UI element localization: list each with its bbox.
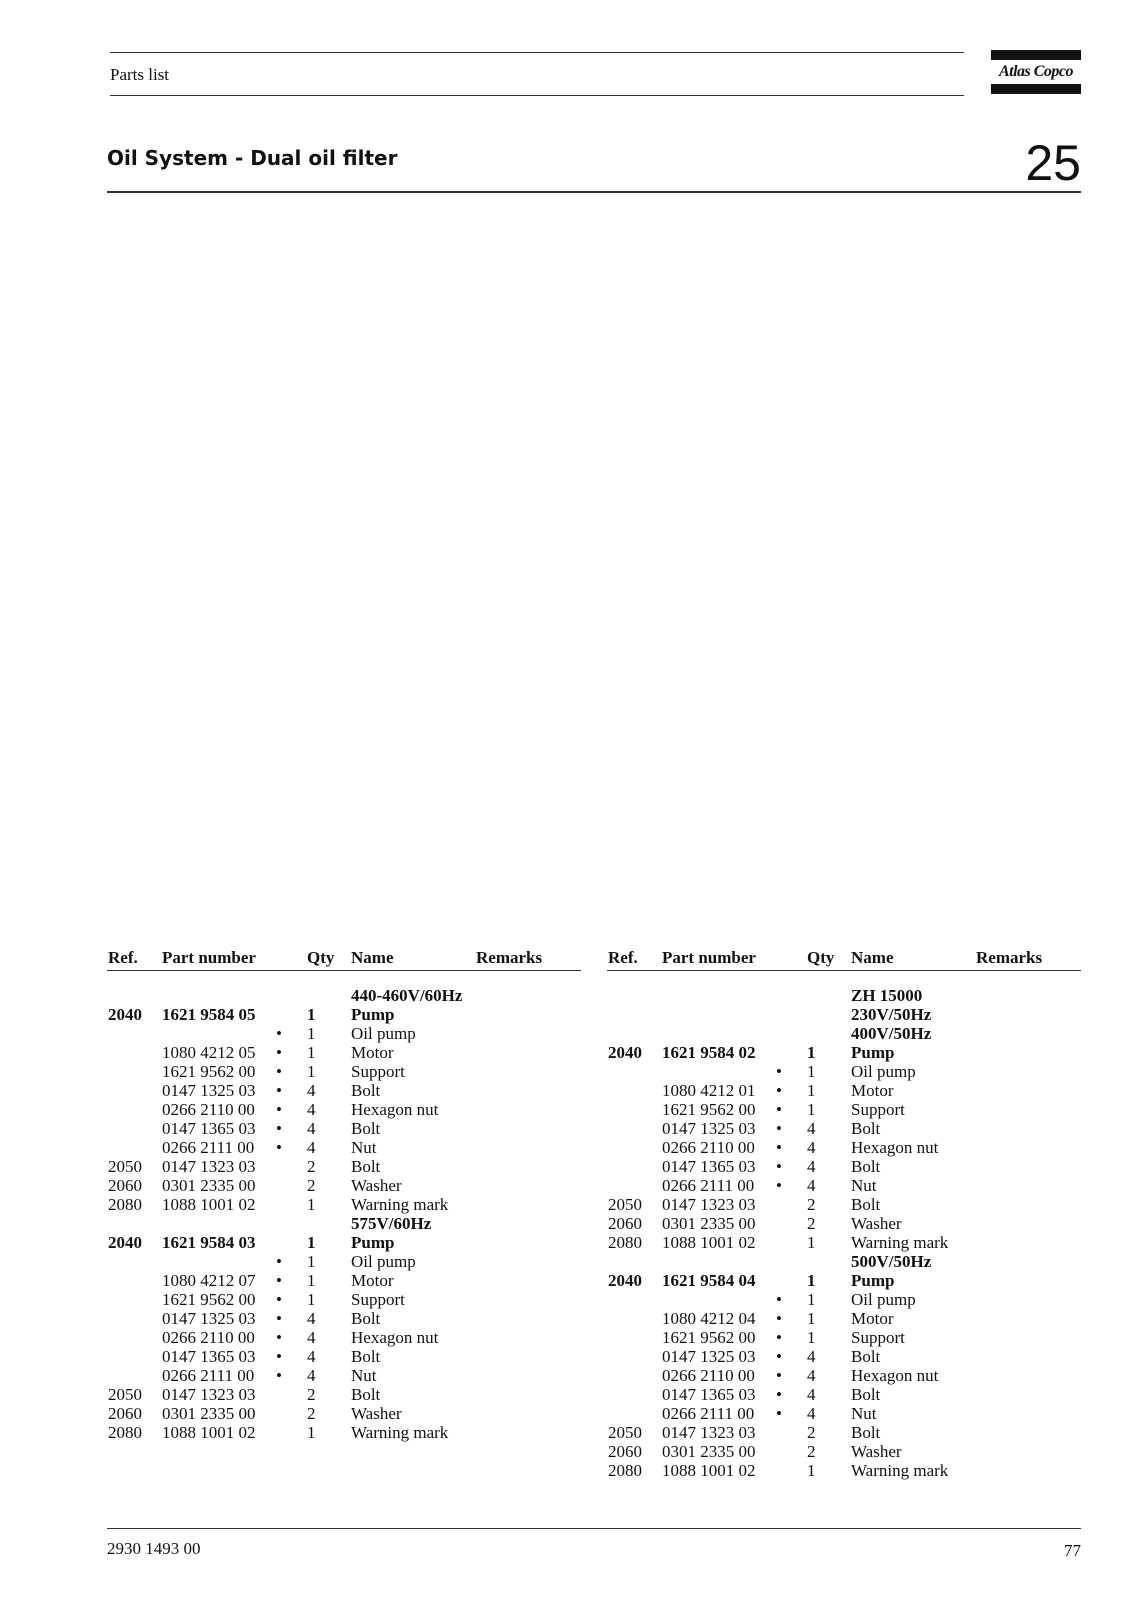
name-cell: Bolt [351, 1081, 381, 1100]
part-number-cell: 1621 9584 04 [662, 1271, 756, 1290]
part-number-cell: 1621 9584 03 [162, 1233, 256, 1252]
qty-cell: 1 [807, 1271, 816, 1290]
part-number-cell: 0266 2111 00 [162, 1138, 255, 1157]
name-cell: Motor [351, 1043, 394, 1062]
ref-cell: 2060 [608, 1214, 642, 1233]
table-row [608, 1385, 1078, 1404]
part-number-cell: 1080 4212 07 [162, 1271, 256, 1290]
table-row [608, 1176, 1078, 1195]
ref-cell: 2080 [608, 1461, 642, 1480]
table-row [108, 1157, 578, 1176]
name-cell: Oil pump [351, 1024, 416, 1043]
part-number-cell: 0147 1325 03 [162, 1081, 256, 1100]
name-cell: Warning mark [851, 1233, 949, 1252]
bullet-mark: • [276, 1138, 282, 1157]
logo-wordmark: Atlas Copco [998, 63, 1074, 80]
table-row [608, 1252, 1078, 1271]
name-cell: Bolt [851, 1385, 881, 1404]
table-row [108, 1423, 578, 1442]
name-cell: Pump [351, 1233, 395, 1252]
name-cell: Pump [851, 1271, 895, 1290]
qty-cell: 4 [307, 1138, 316, 1157]
name-cell: Pump [851, 1043, 895, 1062]
bullet-mark: • [276, 1252, 282, 1271]
part-number-cell: 0266 2111 00 [162, 1366, 255, 1385]
right-col-qty: Qty [807, 948, 835, 967]
table-row [608, 1195, 1078, 1214]
bullet-mark: • [776, 1081, 782, 1100]
qty-cell: 2 [807, 1195, 816, 1214]
ref-cell: 2040 [608, 1271, 642, 1290]
name-cell: Bolt [351, 1309, 381, 1328]
section-number: 25 [1025, 135, 1081, 191]
part-number-cell: 0147 1365 03 [662, 1385, 756, 1404]
table-row [608, 1100, 1078, 1119]
name-cell: Nut [851, 1176, 877, 1195]
bullet-mark: • [276, 1119, 282, 1138]
table-row [108, 1005, 578, 1024]
qty-cell: 2 [807, 1423, 816, 1442]
qty-cell: 1 [307, 1233, 316, 1252]
left-table-header-rule [107, 970, 581, 971]
part-number-cell: 1621 9562 00 [162, 1290, 256, 1309]
qty-cell: 4 [307, 1081, 316, 1100]
table-row [608, 1138, 1078, 1157]
right-table-header-rule [607, 970, 1081, 971]
ref-cell: 2040 [108, 1005, 142, 1024]
header-label: Parts list [110, 65, 170, 84]
table-row [108, 1385, 578, 1404]
ref-cell: 2060 [608, 1442, 642, 1461]
bullet-mark: • [776, 1366, 782, 1385]
qty-cell: 1 [307, 1024, 316, 1043]
part-number-cell: 0301 2335 00 [162, 1176, 256, 1195]
name-cell: Bolt [851, 1157, 881, 1176]
table-row [608, 1233, 1078, 1252]
bullet-mark: • [276, 1043, 282, 1062]
part-number-cell: 1621 9584 02 [662, 1043, 756, 1062]
bullet-mark: • [776, 1328, 782, 1347]
table-row [608, 1328, 1078, 1347]
table-row [108, 1024, 578, 1043]
qty-cell: 4 [307, 1100, 316, 1119]
bullet-mark: • [776, 1309, 782, 1328]
name-cell: Motor [351, 1271, 394, 1290]
table-row [608, 1309, 1078, 1328]
ref-cell: 2080 [108, 1195, 142, 1214]
ref-cell: 2050 [608, 1195, 642, 1214]
right-col-partnumber: Part number [662, 948, 756, 967]
right-col-name: Name [851, 948, 894, 967]
table-row [608, 1005, 1078, 1024]
bullet-mark: • [776, 1157, 782, 1176]
atlas-copco-logo [991, 50, 1081, 94]
table-row [608, 986, 1078, 1005]
table-row [608, 1043, 1078, 1062]
name-cell: Pump [351, 1005, 395, 1024]
name-cell: Bolt [851, 1347, 881, 1366]
ref-cell: 2050 [608, 1423, 642, 1442]
right-col-ref: Ref. [608, 948, 638, 967]
section-title-rule [107, 191, 1081, 193]
qty-cell: 1 [807, 1062, 816, 1081]
qty-cell: 4 [307, 1119, 316, 1138]
table-row [608, 1081, 1078, 1100]
name-cell: Warning mark [851, 1461, 949, 1480]
qty-cell: 2 [307, 1157, 316, 1176]
table-row [108, 1271, 578, 1290]
part-number-cell: 0301 2335 00 [162, 1404, 256, 1423]
table-row [108, 1195, 578, 1214]
part-number-cell: 1621 9562 00 [662, 1100, 756, 1119]
qty-cell: 1 [807, 1233, 816, 1252]
table-row [108, 1214, 578, 1233]
qty-cell: 4 [807, 1176, 816, 1195]
part-number-cell: 0266 2110 00 [162, 1100, 255, 1119]
table-row [108, 1176, 578, 1195]
ref-cell: 2040 [108, 1233, 142, 1252]
qty-cell: 1 [307, 1005, 316, 1024]
part-number-cell: 0301 2335 00 [662, 1442, 756, 1461]
name-cell: Washer [351, 1176, 402, 1195]
part-number-cell: 0147 1323 03 [662, 1195, 756, 1214]
table-row [108, 1100, 578, 1119]
qty-cell: 1 [807, 1043, 816, 1062]
qty-cell: 1 [307, 1423, 316, 1442]
table-row [108, 1328, 578, 1347]
bullet-mark: • [776, 1062, 782, 1081]
ref-cell: 2050 [108, 1385, 142, 1404]
table-row [608, 1404, 1078, 1423]
table-row [608, 1024, 1078, 1043]
name-cell: Support [851, 1328, 905, 1347]
bullet-mark: • [776, 1138, 782, 1157]
part-number-cell: 0147 1325 03 [662, 1347, 756, 1366]
qty-cell: 4 [807, 1119, 816, 1138]
name-cell: 440-460V/60Hz [351, 986, 463, 1005]
name-cell: Oil pump [851, 1290, 916, 1309]
part-number-cell: 0266 2110 00 [662, 1138, 755, 1157]
name-cell: 230V/50Hz [851, 1005, 932, 1024]
table-row [108, 1081, 578, 1100]
left-col-partnumber: Part number [162, 948, 256, 967]
table-row [608, 1290, 1078, 1309]
part-number-cell: 0147 1365 03 [162, 1119, 256, 1138]
name-cell: Nut [851, 1404, 877, 1423]
bullet-mark: • [276, 1290, 282, 1309]
footer-rule [107, 1528, 1081, 1529]
part-number-cell: 0147 1325 03 [662, 1119, 756, 1138]
left-col-remarks: Remarks [476, 948, 543, 967]
part-number-cell: 1088 1001 02 [162, 1423, 256, 1442]
qty-cell: 4 [807, 1366, 816, 1385]
qty-cell: 2 [307, 1176, 316, 1195]
name-cell: Bolt [851, 1195, 881, 1214]
ref-cell: 2060 [108, 1176, 142, 1195]
bullet-mark: • [276, 1081, 282, 1100]
qty-cell: 1 [807, 1290, 816, 1309]
name-cell: Warning mark [351, 1423, 449, 1442]
bullet-mark: • [776, 1385, 782, 1404]
part-number-cell: 1088 1001 02 [662, 1461, 756, 1480]
qty-cell: 1 [807, 1081, 816, 1100]
qty-cell: 4 [807, 1385, 816, 1404]
name-cell: Nut [351, 1366, 377, 1385]
part-number-cell: 1088 1001 02 [662, 1233, 756, 1252]
name-cell: Bolt [351, 1119, 381, 1138]
name-cell: Hexagon nut [851, 1366, 939, 1385]
part-number-cell: 0147 1323 03 [162, 1385, 256, 1404]
bullet-mark: • [276, 1024, 282, 1043]
qty-cell: 1 [307, 1252, 316, 1271]
logo-bottom-bar [991, 84, 1081, 94]
ref-cell: 2060 [108, 1404, 142, 1423]
qty-cell: 4 [807, 1157, 816, 1176]
qty-cell: 1 [807, 1328, 816, 1347]
table-row [108, 1252, 578, 1271]
qty-cell: 4 [807, 1347, 816, 1366]
name-cell: Washer [851, 1442, 902, 1461]
qty-cell: 4 [807, 1404, 816, 1423]
header-top-rule [110, 52, 964, 53]
name-cell: 400V/50Hz [851, 1024, 932, 1043]
name-cell: Motor [851, 1309, 894, 1328]
bullet-mark: • [776, 1347, 782, 1366]
qty-cell: 1 [307, 1290, 316, 1309]
part-number-cell: 0147 1323 03 [662, 1423, 756, 1442]
qty-cell: 2 [307, 1385, 316, 1404]
name-cell: Support [351, 1062, 405, 1081]
table-row [108, 1347, 578, 1366]
qty-cell: 1 [307, 1195, 316, 1214]
table-row [608, 1423, 1078, 1442]
part-number-cell: 1621 9584 05 [162, 1005, 256, 1024]
name-cell: Nut [351, 1138, 377, 1157]
qty-cell: 2 [807, 1442, 816, 1461]
qty-cell: 1 [807, 1461, 816, 1480]
name-cell: Oil pump [851, 1062, 916, 1081]
document-number: 2930 1493 00 [107, 1539, 201, 1558]
table-row [108, 1366, 578, 1385]
bullet-mark: • [776, 1404, 782, 1423]
name-cell: Warning mark [351, 1195, 449, 1214]
qty-cell: 4 [307, 1328, 316, 1347]
part-number-cell: 0147 1365 03 [662, 1157, 756, 1176]
qty-cell: 1 [307, 1062, 316, 1081]
table-row [108, 1138, 578, 1157]
table-row [108, 1309, 578, 1328]
name-cell: Bolt [851, 1423, 881, 1442]
table-row [608, 1062, 1078, 1081]
table-row [608, 1157, 1078, 1176]
name-cell: Support [351, 1290, 405, 1309]
table-row [608, 1119, 1078, 1138]
qty-cell: 4 [307, 1347, 316, 1366]
page-number: 77 [1064, 1541, 1081, 1560]
part-number-cell: 1080 4212 01 [662, 1081, 756, 1100]
name-cell: Hexagon nut [351, 1328, 439, 1347]
table-row [108, 986, 578, 1005]
ref-cell: 2040 [608, 1043, 642, 1062]
name-cell: Hexagon nut [851, 1138, 939, 1157]
name-cell: ZH 15000 [851, 986, 923, 1005]
part-number-cell: 1080 4212 05 [162, 1043, 256, 1062]
logo-top-bar [991, 50, 1081, 60]
part-number-cell: 1621 9562 00 [662, 1328, 756, 1347]
left-col-ref: Ref. [108, 948, 138, 967]
ref-cell: 2080 [608, 1233, 642, 1252]
bullet-mark: • [276, 1100, 282, 1119]
qty-cell: 1 [807, 1100, 816, 1119]
name-cell: Washer [351, 1404, 402, 1423]
table-row [608, 1366, 1078, 1385]
bullet-mark: • [276, 1062, 282, 1081]
ref-cell: 2080 [108, 1423, 142, 1442]
name-cell: 500V/50Hz [851, 1252, 932, 1271]
part-number-cell: 0147 1325 03 [162, 1309, 256, 1328]
qty-cell: 2 [307, 1404, 316, 1423]
qty-cell: 4 [307, 1366, 316, 1385]
table-row [608, 1461, 1078, 1480]
bullet-mark: • [276, 1271, 282, 1290]
table-row [608, 1214, 1078, 1233]
qty-cell: 4 [807, 1138, 816, 1157]
name-cell: Support [851, 1100, 905, 1119]
qty-cell: 1 [307, 1271, 316, 1290]
table-row [108, 1290, 578, 1309]
name-cell: 575V/60Hz [351, 1214, 432, 1233]
name-cell: Hexagon nut [351, 1100, 439, 1119]
table-row [108, 1119, 578, 1138]
table-row [108, 1233, 578, 1252]
bullet-mark: • [276, 1366, 282, 1385]
qty-cell: 1 [307, 1043, 316, 1062]
name-cell: Bolt [351, 1385, 381, 1404]
table-row [108, 1404, 578, 1423]
table-row [108, 1062, 578, 1081]
name-cell: Motor [851, 1081, 894, 1100]
right-col-remarks: Remarks [976, 948, 1043, 967]
ref-cell: 2050 [108, 1157, 142, 1176]
name-cell: Washer [851, 1214, 902, 1233]
name-cell: Bolt [351, 1157, 381, 1176]
part-number-cell: 0266 2110 00 [162, 1328, 255, 1347]
bullet-mark: • [776, 1176, 782, 1195]
table-row [608, 1442, 1078, 1461]
name-cell: Oil pump [351, 1252, 416, 1271]
left-col-qty: Qty [307, 948, 335, 967]
part-number-cell: 1080 4212 04 [662, 1309, 756, 1328]
qty-cell: 4 [307, 1309, 316, 1328]
table-row [108, 1043, 578, 1062]
bullet-mark: • [276, 1328, 282, 1347]
part-number-cell: 0147 1365 03 [162, 1347, 256, 1366]
section-title: Oil System - Dual oil filter [107, 146, 398, 170]
bullet-mark: • [276, 1347, 282, 1366]
bullet-mark: • [776, 1119, 782, 1138]
part-number-cell: 1621 9562 00 [162, 1062, 256, 1081]
table-row [608, 1347, 1078, 1366]
part-number-cell: 0147 1323 03 [162, 1157, 256, 1176]
left-col-name: Name [351, 948, 394, 967]
part-number-cell: 0266 2111 00 [662, 1176, 755, 1195]
table-row [608, 1271, 1078, 1290]
part-number-cell: 0266 2110 00 [662, 1366, 755, 1385]
part-number-cell: 0301 2335 00 [662, 1214, 756, 1233]
qty-cell: 2 [807, 1214, 816, 1233]
bullet-mark: • [776, 1290, 782, 1309]
part-number-cell: 1088 1001 02 [162, 1195, 256, 1214]
part-number-cell: 0266 2111 00 [662, 1404, 755, 1423]
bullet-mark: • [776, 1100, 782, 1119]
bullet-mark: • [276, 1309, 282, 1328]
name-cell: Bolt [851, 1119, 881, 1138]
name-cell: Bolt [351, 1347, 381, 1366]
header-bottom-rule [110, 95, 964, 96]
qty-cell: 1 [807, 1309, 816, 1328]
